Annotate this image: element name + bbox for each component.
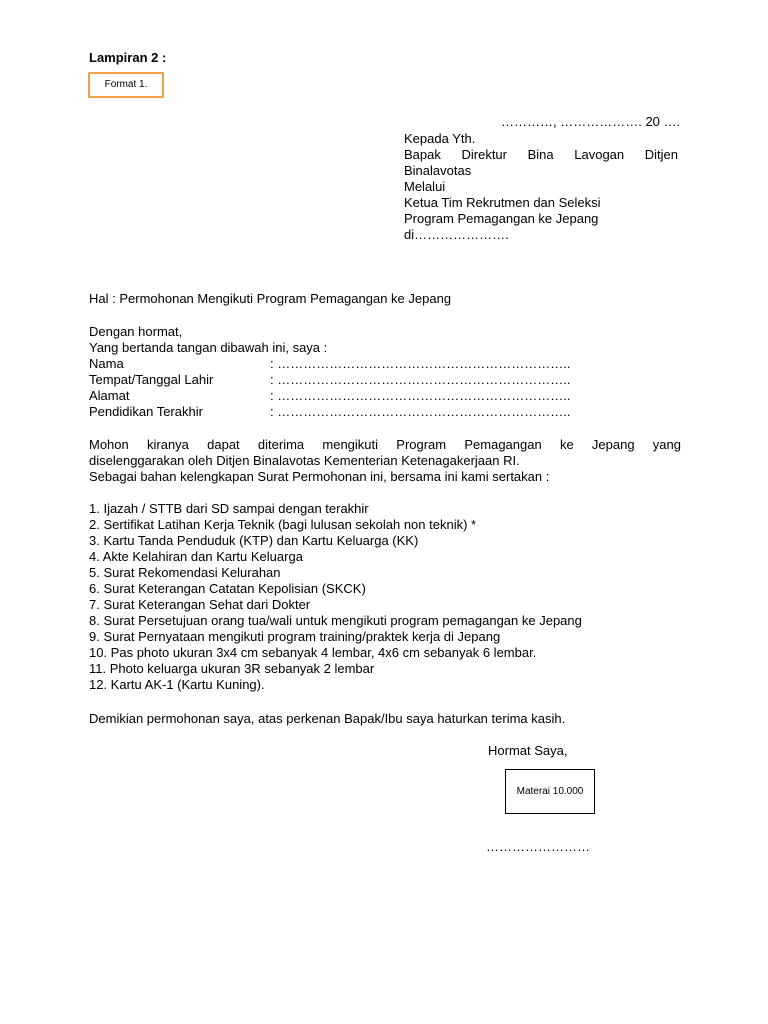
field-row-pendidikan-terakhir xyxy=(89,404,570,420)
sign-off: Hormat Saya, xyxy=(488,743,568,758)
recipient-line: Binalavotas xyxy=(404,163,472,178)
recipient-line: Bapak Direktur Bina Lavogan Ditjen xyxy=(404,147,678,162)
attachment-heading: Lampiran 2 : xyxy=(89,50,167,65)
list-item: 3. Kartu Tanda Penduduk (KTP) dan Kartu Keluarga (KK) xyxy=(89,533,419,548)
date-line: …………, ………………. 20 …. xyxy=(501,114,681,129)
field-row-nama xyxy=(89,356,570,372)
list-item: 9. Surat Pernyataan mengikuti program training/praktek kerja di Jepang xyxy=(89,629,501,644)
list-item: 4. Akte Kelahiran dan Kartu Keluarga xyxy=(89,549,303,564)
paragraph-line: diselenggarakan oleh Ditjen Binalavotas Kementerian Ketenagakerjaan RI. xyxy=(89,453,520,468)
salutation-block xyxy=(89,324,327,356)
paragraph-line: Sebagai bahan kelengkapan Surat Permohonan ini, bersama ini kami sertakan : xyxy=(89,469,550,484)
list-item: 5. Surat Rekomendasi Kelurahan xyxy=(89,565,281,580)
intro-line: Yang bertanda tangan dibawah ini, saya : xyxy=(89,340,328,355)
list-item: 6. Surat Keterangan Catatan Kepolisian (SKCK) xyxy=(89,581,366,596)
recipient-line: Melalui xyxy=(404,179,446,194)
closing-sentence: Demikian permohonan saya, atas perkenan Bapak/Ibu saya haturkan terima kasih. xyxy=(89,711,566,726)
list-item: 2. Sertifikat Latihan Kerja Teknik (bagi lulusan sekolah non teknik) * xyxy=(89,517,477,532)
recipient-line: di…………………. xyxy=(404,227,509,242)
request-paragraph xyxy=(89,437,681,485)
list-item: 11. Photo keluarga ukuran 3R sebanyak 2 lembar xyxy=(89,661,375,676)
list-item: 1. Ijazah / STTB dari SD sampai dengan terakhir xyxy=(89,501,369,516)
list-item: 7. Surat Keterangan Sehat dari Dokter xyxy=(89,597,311,612)
recipient-line: Program Pemagangan ke Jepang xyxy=(404,211,599,226)
greeting: Dengan hormat, xyxy=(89,324,183,339)
field-label: Nama xyxy=(89,356,124,371)
attachment-list xyxy=(89,501,582,693)
field-label: Tempat/Tanggal Lahir xyxy=(89,372,214,387)
field-value: : ………………………………………………………….. xyxy=(270,356,571,371)
field-label: Alamat xyxy=(89,388,130,403)
recipient-line: Kepada Yth. xyxy=(404,131,476,146)
field-value: : ………………………………………………………….. xyxy=(270,388,571,403)
field-row-tempat-tanggal-lahir xyxy=(89,372,570,388)
signature-name-line: …………………… xyxy=(486,839,590,854)
format-label-box: Format 1. xyxy=(88,72,164,98)
field-value: : ………………………………………………………….. xyxy=(270,404,571,419)
list-item: 8. Surat Persetujuan orang tua/wali untuk mengikuti program pemagangan ke Jepang xyxy=(89,613,582,628)
recipient-address-block xyxy=(404,131,678,243)
stamp-duty-box: Materai 10.000 xyxy=(505,769,595,814)
list-item: 10. Pas photo ukuran 3x4 cm sebanyak 4 lembar, 4x6 cm sebanyak 6 lembar. xyxy=(89,645,537,660)
field-value: : ………………………………………………………….. xyxy=(270,372,571,387)
subject-line: Hal : Permohonan Mengikuti Program Pemagangan ke Jepang xyxy=(89,291,452,306)
applicant-fields xyxy=(89,356,570,420)
recipient-line: Ketua Tim Rekrutmen dan Seleksi xyxy=(404,195,601,210)
field-label: Pendidikan Terakhir xyxy=(89,404,203,419)
paragraph-line: Mohon kiranya dapat diterima mengikuti Program Pemagangan ke Jepang yang xyxy=(89,437,681,452)
list-item: 12. Kartu AK-1 (Kartu Kuning). xyxy=(89,677,265,692)
field-row-alamat xyxy=(89,388,570,404)
